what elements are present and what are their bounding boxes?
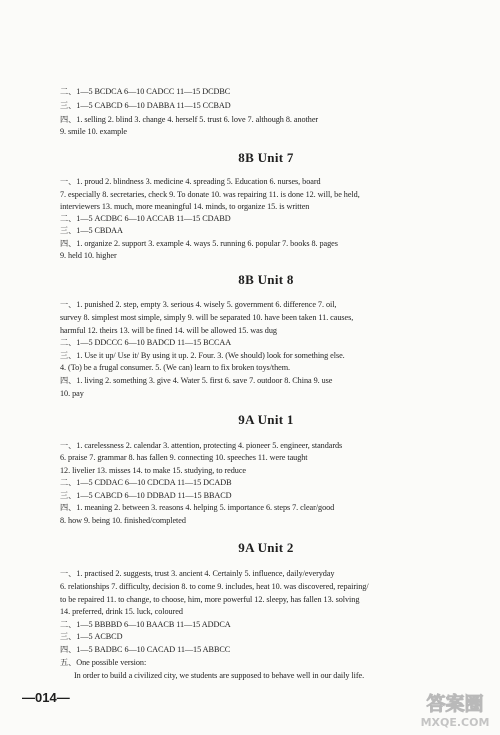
answer-line: interviewers 13. much, more meaningful 14. minds, to organize 15. is written	[60, 202, 310, 211]
answer-line: 二、1—5 BCDCA 6—10 CADCC 11—15 DCDBC	[60, 87, 231, 96]
answer-line: 四、1—5 BADBC 6—10 CACAD 11—15 ABBCC	[60, 645, 231, 654]
answer-line: 四、1. living 2. something 3. give 4. Water 5. first 6. save 7. outdoor 8. China 9. use	[60, 376, 333, 385]
answer-line: 6. praise 7. grammar 8. has fallen 9. connecting 10. speeches 11. were taught	[60, 453, 308, 462]
answer-line: 一、1. proud 2. blindness 3. medicine 4. spreading 5. Education 6. nurses, board	[60, 177, 321, 186]
answer-line: 二、1—5 ACDBC 6—10 ACCAB 11—15 CDABD	[60, 214, 231, 223]
answer-line: 9. held 10. higher	[60, 251, 117, 260]
watermark-chinese: 答案圈	[426, 693, 484, 715]
answer-line: harmful 12. theirs 13. will be fined 14. will be allowed 15. was dug	[60, 326, 277, 335]
answer-line: 三、1. Use it up/ Use it/ By using it up. 2. Four. 3. (We should) look for something else.	[60, 351, 345, 360]
answer-line: 三、1—5 CBDAA	[60, 226, 123, 235]
answer-line: 一、1. carelessness 2. calendar 3. attention, protecting 4. pioneer 5. engineer, standards	[60, 441, 343, 450]
answer-line: 一、1. practised 2. suggests, trust 3. ancient 4. Certainly 5. influence, daily/everyday	[60, 569, 335, 578]
answer-line: 二、1—5 CDDAC 6—10 CDCDA 11—15 DCADB	[60, 478, 232, 487]
answer-line: 10. pay	[60, 389, 84, 398]
answer-line: 四、1. organize 2. support 3. example 4. ways 5. running 6. popular 7. books 8. pages	[60, 239, 338, 248]
section-heading-8b-unit-7: 8B Unit 7	[238, 150, 294, 165]
answer-line: 三、1—5 CABCD 6—10 DDBAD 11—15 BBACD	[60, 491, 232, 500]
watermark-icon	[412, 690, 498, 730]
watermark-logo	[412, 690, 498, 730]
watermark-site: MXQE.COM	[420, 716, 490, 729]
answer-line: 4. (To) be a frugal consumer. 5. (We can) learn to fix broken toys/them.	[60, 363, 291, 372]
answer-line: 7. especially 8. secretaries, check 9. To donate 10. was repairing 11. is done 12. will, be held,	[60, 190, 360, 199]
answer-line: 三、1—5 CABCD 6—10 DABBA 11—15 CCBAD	[60, 101, 231, 110]
section-heading-8b-unit-8: 8B Unit 8	[238, 272, 294, 287]
answer-line: 四、1. selling 2. blind 3. change 4. herself 5. trust 6. love 7. although 8. another	[60, 115, 319, 124]
answer-line: 8. how 9. being 10. finished/completed	[60, 516, 186, 525]
answer-line: 四、1. meaning 2. between 3. reasons 4. helping 5. importance 6. steps 7. clear/good	[60, 503, 335, 512]
answer-line: In order to build a civilized city, we students are supposed to behave well in our daily life.	[74, 671, 365, 680]
answer-line: 12. livelier 13. misses 14. to make 15. studying, to reduce	[60, 466, 247, 475]
answer-line: 五、One possible version:	[60, 658, 147, 667]
answer-line: 一、1. punished 2. step, empty 3. serious 4. wisely 5. government 6. difference 7. oil,	[60, 300, 337, 309]
answer-line: 二、1—5 BBBBD 6—10 BAACB 11—15 ADDCA	[60, 620, 231, 629]
answer-line: survey 8. simplest most simple, simply 9. will be separated 10. have been taken 11. causes,	[60, 313, 354, 322]
answer-line: 二、1—5 DDCCC 6—10 BADCD 11—15 BCCAA	[60, 338, 232, 347]
answer-line: 9. smile 10. example	[60, 127, 127, 136]
section-heading-9a-unit-1: 9A Unit 1	[238, 412, 294, 427]
answer-line: to be repaired 11. to change, to choose, him, more powerful 12. sleepy, has fallen 13. solving	[60, 595, 360, 604]
section-heading-9a-unit-2: 9A Unit 2	[238, 540, 294, 555]
answer-line: 三、1—5 ACBCD	[60, 632, 123, 641]
page-number: —014—	[22, 690, 70, 705]
answer-line: 6. relationships 7. difficulty, decision 8. to come 9. includes, heat 10. was discovered, repairing/	[60, 582, 369, 591]
answer-line: 14. preferred, drink 15. luck, coloured	[60, 607, 183, 616]
